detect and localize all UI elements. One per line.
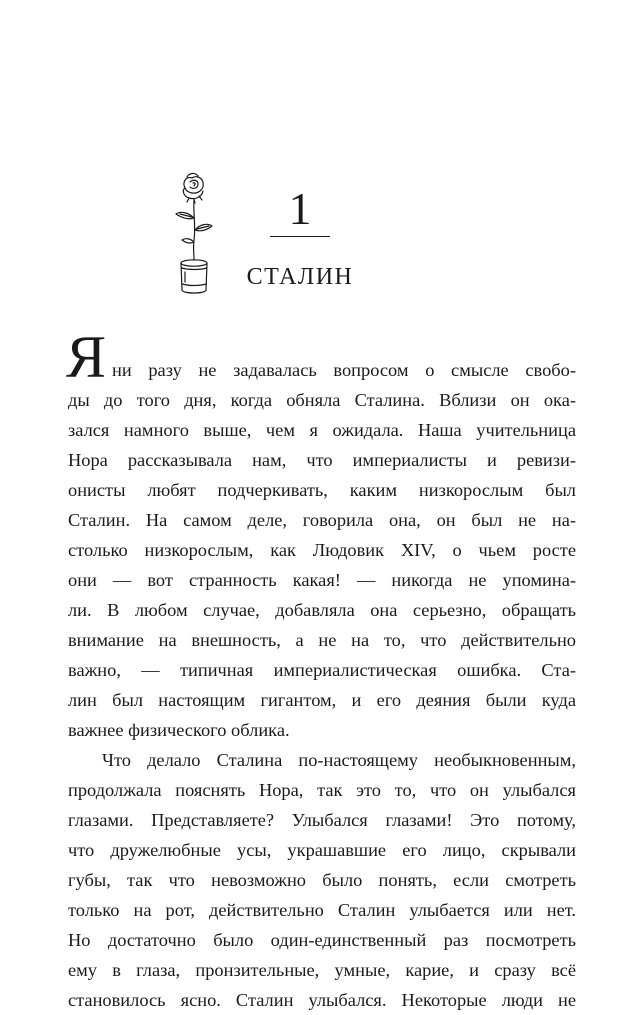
text-line: внимание на внешность, а не на то, что действительно — [68, 630, 576, 650]
chapter-number: 1 — [288, 183, 312, 234]
text-line: ды до того дня, когда обняла Сталина. Вблизи он ока- — [68, 390, 576, 410]
text-line: становилось ясно. Сталин улыбался. Некоторые люди не — [68, 990, 576, 1010]
text-line: глазами. Представляете? Улыбался глазами! Это потому, — [68, 810, 576, 830]
body-text — [68, 355, 576, 1015]
text-line: они — вот странность какая! — никогда не упомина- — [68, 570, 576, 590]
text-line: лин был настоящим гигантом, и его деяния были куда — [68, 690, 576, 710]
text-line: важнее физического облика. — [68, 720, 290, 740]
text-line: столько низкорослым, как Людовик XIV, о чьем росте — [68, 540, 576, 560]
text-line: Но достаточно было один-единственный раз посмотреть — [68, 930, 576, 950]
text-line: ни разу не задавалась вопросом о смысле свобо- — [112, 360, 576, 380]
chapter-title: СТАЛИН — [246, 264, 354, 290]
text-line: онисты любят подчеркивать, каким низкорослым был — [68, 480, 576, 500]
text-line: зался намного выше, чем я ожидала. Наша учительница — [68, 420, 576, 440]
text-line: только на рот, действительно Сталин улыбается или нет. — [68, 900, 576, 920]
text-line: ли. В любом случае, добавляла она серьезно, обращать — [68, 600, 576, 620]
text-line: Нора рассказывала нам, что империалисты и ревизи- — [68, 450, 576, 470]
rose-in-cup-icon — [160, 168, 230, 298]
text-line: ему в глаза, пронзительные, умные, карие, и сразу всё — [68, 960, 576, 980]
text-line: что дружелюбные усы, украшавшие его лицо, скрывали — [68, 840, 576, 860]
text-line: Сталин. На самом деле, говорила она, он был не на- — [68, 510, 576, 530]
text-line: продолжала пояснять Нора, так это то, что он улыбался — [68, 780, 576, 800]
drop-cap: Я — [66, 324, 107, 390]
text-line: важно, — типичная империалистическая ошибка. Ста- — [68, 660, 576, 680]
chapter-divider — [270, 236, 330, 237]
text-line: Что делало Сталина по-настоящему необыкновенным, — [102, 750, 576, 770]
text-line: губы, так что невозможно было понять, если смотреть — [68, 870, 576, 890]
